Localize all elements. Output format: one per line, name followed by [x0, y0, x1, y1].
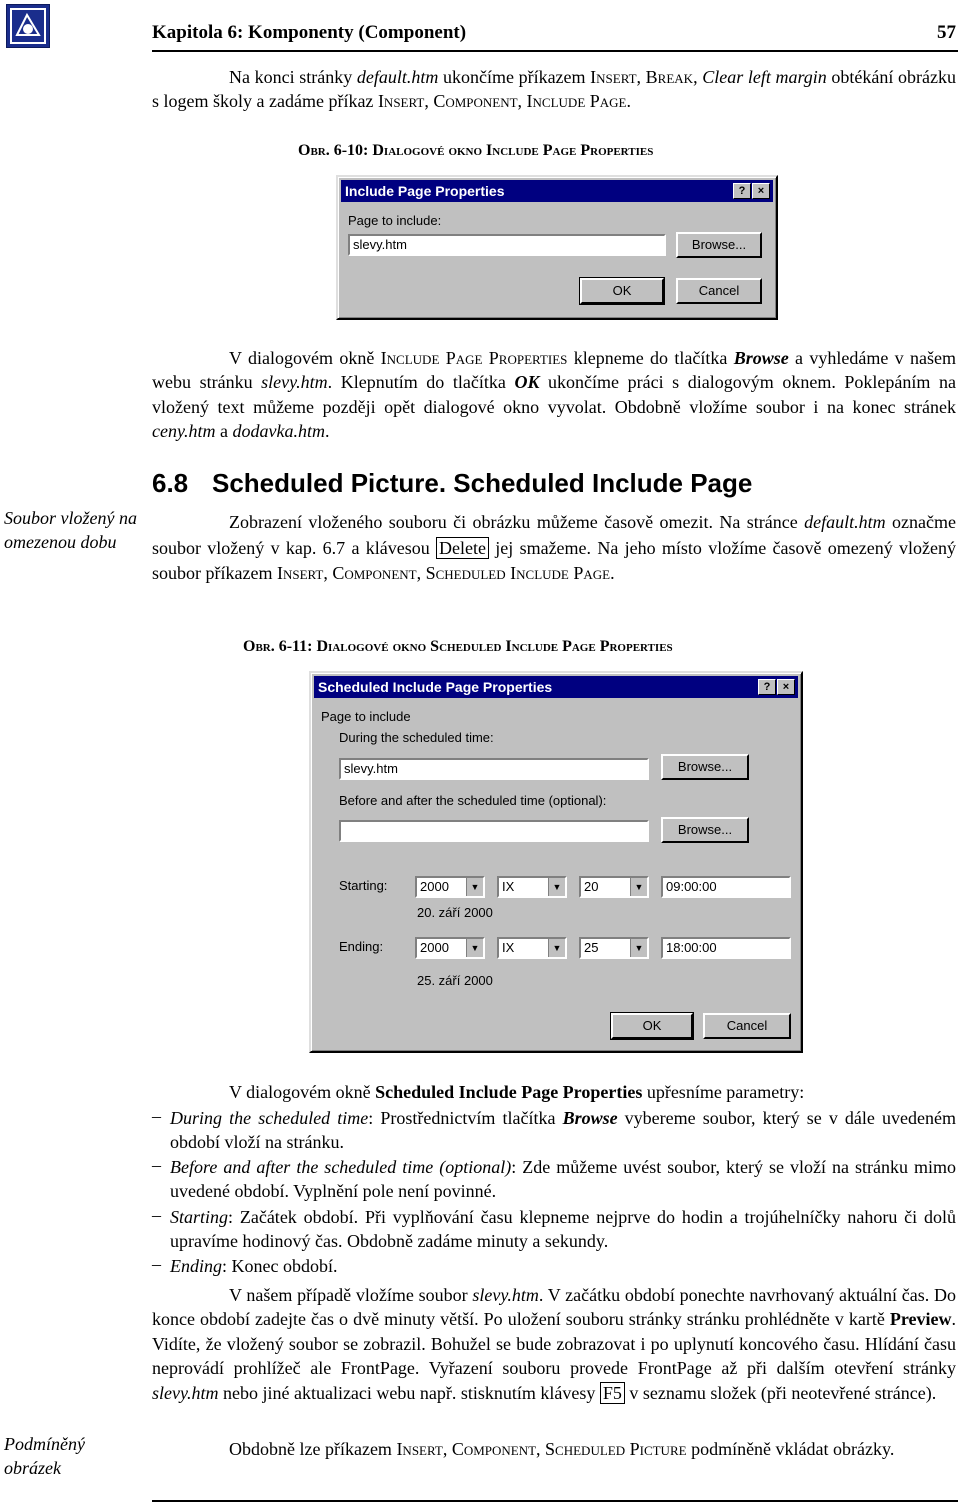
text: obtékání obrázku s logem školy a zadáme příkaz: [152, 67, 956, 112]
page-number: 57: [937, 22, 956, 43]
section-number: 6.8: [152, 468, 189, 498]
dialog-title: Include Page Properties: [345, 183, 505, 199]
browse-during-button[interactable]: Browse...: [661, 754, 749, 780]
browse-before-button[interactable]: Browse...: [661, 817, 749, 843]
text: nebo jiné aktualizaci webu např. stisknutím klávesy: [218, 1382, 600, 1403]
text: Scheduled Include Page Properties: [375, 1082, 643, 1102]
text: klepneme do tlačítka: [567, 348, 734, 368]
chevron-down-icon[interactable]: ▼: [630, 939, 647, 957]
before-after-label: Before and after the scheduled time (optional):: [339, 793, 607, 808]
paragraph: [152, 1283, 956, 1405]
bullet-dash: –: [152, 1254, 161, 1274]
ending-label: Ending:: [339, 939, 384, 954]
start-month-select[interactable]: [497, 876, 567, 898]
menu-command: Insert, Component, Include Page.: [377, 91, 631, 112]
logo-emblem-icon: [7, 5, 49, 47]
margin-note: Soubor vložený na omezenou dobu: [4, 508, 137, 552]
text: V dialogovém okně: [229, 1082, 376, 1102]
chapter-title: Kapitola 6: Komponenty (Component): [152, 22, 467, 43]
page-to-include-input[interactable]: slevy.htm: [348, 234, 666, 256]
text: : Zde můžeme uvést soubor, který se vloží na stránku mimo uvedené období. Vyplnění pole není povinné.: [170, 1157, 956, 1202]
dialog-title-bar: [314, 676, 798, 698]
paragraph: [152, 346, 956, 444]
chevron-down-icon[interactable]: ▼: [548, 878, 565, 896]
text: slevy.htm: [472, 1285, 539, 1305]
start-time-input[interactable]: 09:00:00: [661, 876, 791, 898]
text: Na konci stránky: [229, 67, 357, 87]
close-icon[interactable]: ×: [752, 183, 770, 199]
chevron-down-icon[interactable]: ▼: [466, 878, 483, 896]
text: Before and after the scheduled time (optional): [170, 1157, 512, 1177]
text: ukončíme příkazem: [438, 67, 591, 87]
page-header: [152, 20, 958, 52]
text: : Začátek období. Při vyplňování času klepneme nejprve do hodin a trojúhelníčky nahoru či dolů upravíme hodinový čas. Obdobně zadáme minuty a sekundy.: [170, 1207, 956, 1252]
text: Starting: [170, 1207, 229, 1227]
scheduled-include-page-dialog: [309, 671, 803, 1053]
menu-command: Insert, Component, Scheduled Picture: [396, 1439, 687, 1459]
menu-command: Insert, Break,: [590, 67, 698, 87]
text: default.htm: [356, 67, 439, 87]
text: upřesníme parametry:: [642, 1082, 805, 1102]
end-month-value: IX: [502, 940, 515, 955]
page-to-include-label: Page to include: [321, 709, 411, 724]
cancel-button[interactable]: Cancel: [703, 1013, 791, 1039]
key-delete: Delete: [436, 537, 489, 559]
starting-label: Starting:: [339, 878, 388, 893]
text: ukončíme práci s dialogovým oknem. Poklepáním na vložený text můžeme později opět dialogové okno vyvolat. Obdobně vložíme soubor i na konec stránek: [152, 372, 956, 417]
bullet-dash: –: [152, 1205, 161, 1225]
text: default.htm: [804, 512, 886, 532]
dialog-title: Scheduled Include Page Properties: [318, 679, 553, 695]
text: Preview: [889, 1309, 952, 1330]
text: : Konec období.: [222, 1256, 338, 1276]
text: . Vidíte, že vložený soubor se zobrazil. Bohužel se bude zobrazovat i po uplynutí koncového času. Hlídání času neprovádí prohlížeč ale FrontPage. Vyřazení souboru provede FrontPage až při dalším otevření stránky: [152, 1309, 956, 1379]
list-item: [170, 1155, 956, 1204]
end-time-input[interactable]: 18:00:00: [661, 937, 791, 959]
text: a: [215, 421, 233, 442]
start-day-value: 20: [584, 879, 599, 894]
cancel-button[interactable]: Cancel: [676, 278, 762, 304]
school-logo: [6, 4, 50, 48]
list-item: [170, 1106, 956, 1155]
page-to-include-label: Page to include:: [348, 213, 442, 228]
during-input[interactable]: slevy.htm: [339, 758, 649, 780]
text: Obdobně lze příkazem: [229, 1439, 397, 1459]
ok-button[interactable]: OK: [611, 1013, 693, 1039]
end-year-value: 2000: [420, 940, 449, 955]
text: Ending: [170, 1256, 222, 1276]
text: Zobrazení vloženého souboru či obrázku můžeme časově omezit. Na stránce: [229, 512, 805, 532]
figure-caption: Obr. 6-11: Dialogové okno Scheduled Include Page Properties: [243, 638, 673, 655]
end-day-select[interactable]: [579, 937, 649, 959]
text: .: [324, 421, 330, 442]
list-item: [170, 1205, 956, 1254]
text: označme soubor vložený v kap. 6.7 a klávesou: [152, 512, 956, 558]
text: jej smažeme. Na jeho místo vložíme časově omezený vložený soubor příkazem: [152, 537, 956, 583]
text: dodavka.htm: [232, 421, 325, 442]
before-after-input[interactable]: [339, 820, 649, 842]
start-day-select[interactable]: [579, 876, 649, 898]
help-icon[interactable]: ?: [758, 679, 776, 695]
text: a vyhledáme v našem webu stránku: [152, 348, 957, 393]
browse-button[interactable]: Browse...: [676, 232, 762, 258]
text: Browse: [733, 348, 789, 368]
help-icon[interactable]: ?: [733, 183, 751, 199]
intro-paragraph: [152, 65, 956, 114]
during-label: During the scheduled time:: [339, 730, 494, 745]
text: v seznamu složek (při neotevřené stránce).: [624, 1382, 937, 1403]
text: . Klepnutím do tlačítka: [327, 372, 515, 393]
end-month-select[interactable]: [497, 937, 567, 959]
start-month-value: IX: [502, 879, 515, 894]
text: : Prostřednictvím tlačítka: [368, 1108, 563, 1128]
chevron-down-icon[interactable]: ▼: [548, 939, 565, 957]
text: Clear left margin: [697, 67, 827, 87]
ok-button[interactable]: OK: [580, 278, 664, 304]
bullet-dash: –: [152, 1106, 161, 1126]
end-year-select[interactable]: [415, 937, 485, 959]
start-date-text: 20. září 2000: [417, 905, 493, 920]
text: V našem případě vložíme soubor: [229, 1285, 473, 1305]
margin-note: Podmíněný obrázek: [4, 1434, 85, 1478]
section-heading: [152, 468, 752, 499]
text: slevy.htm: [261, 372, 328, 393]
menu-command: Insert, Component, Scheduled Include Page.: [276, 563, 615, 583]
text: ceny.htm: [152, 421, 216, 442]
footer-rule: [152, 1500, 958, 1502]
key-f5: F5: [600, 1382, 625, 1404]
text: During the scheduled time: [170, 1108, 369, 1128]
paragraph: [152, 510, 956, 587]
text: slevy.htm: [152, 1382, 219, 1403]
include-page-dialog: [336, 175, 778, 320]
chevron-down-icon[interactable]: ▼: [630, 878, 647, 896]
figure-caption: Obr. 6-10: Dialogové okno Include Page Properties: [298, 142, 654, 159]
text: V dialogovém okně: [229, 348, 381, 368]
text: podmíněně vkládat obrázky.: [686, 1439, 895, 1459]
text: OK: [514, 372, 540, 393]
text: Browse: [562, 1108, 618, 1128]
list-item: [170, 1254, 956, 1278]
start-year-value: 2000: [420, 879, 449, 894]
text: . V začátku období ponechte navrhovaný aktuální čas. Do konce období zadejte čas o dvě minuty větší. Po uložení souboru stránky stránku prohlédněte v kartě: [152, 1285, 956, 1330]
end-date-text: 25. září 2000: [417, 973, 493, 988]
paragraph: [229, 1080, 956, 1104]
chevron-down-icon[interactable]: ▼: [466, 939, 483, 957]
dialog-title-bar: [341, 180, 773, 202]
section-title: Scheduled Picture. Scheduled Include Page: [212, 468, 753, 498]
end-day-value: 25: [584, 940, 599, 955]
paragraph: [152, 1437, 956, 1461]
bullet-dash: –: [152, 1155, 161, 1175]
start-year-select[interactable]: [415, 876, 485, 898]
close-icon[interactable]: ×: [777, 679, 795, 695]
menu-command: Include Page Properties: [380, 348, 568, 368]
text: vybereme soubor, který se v dále uvedeném období vloží na stránku.: [170, 1108, 956, 1153]
